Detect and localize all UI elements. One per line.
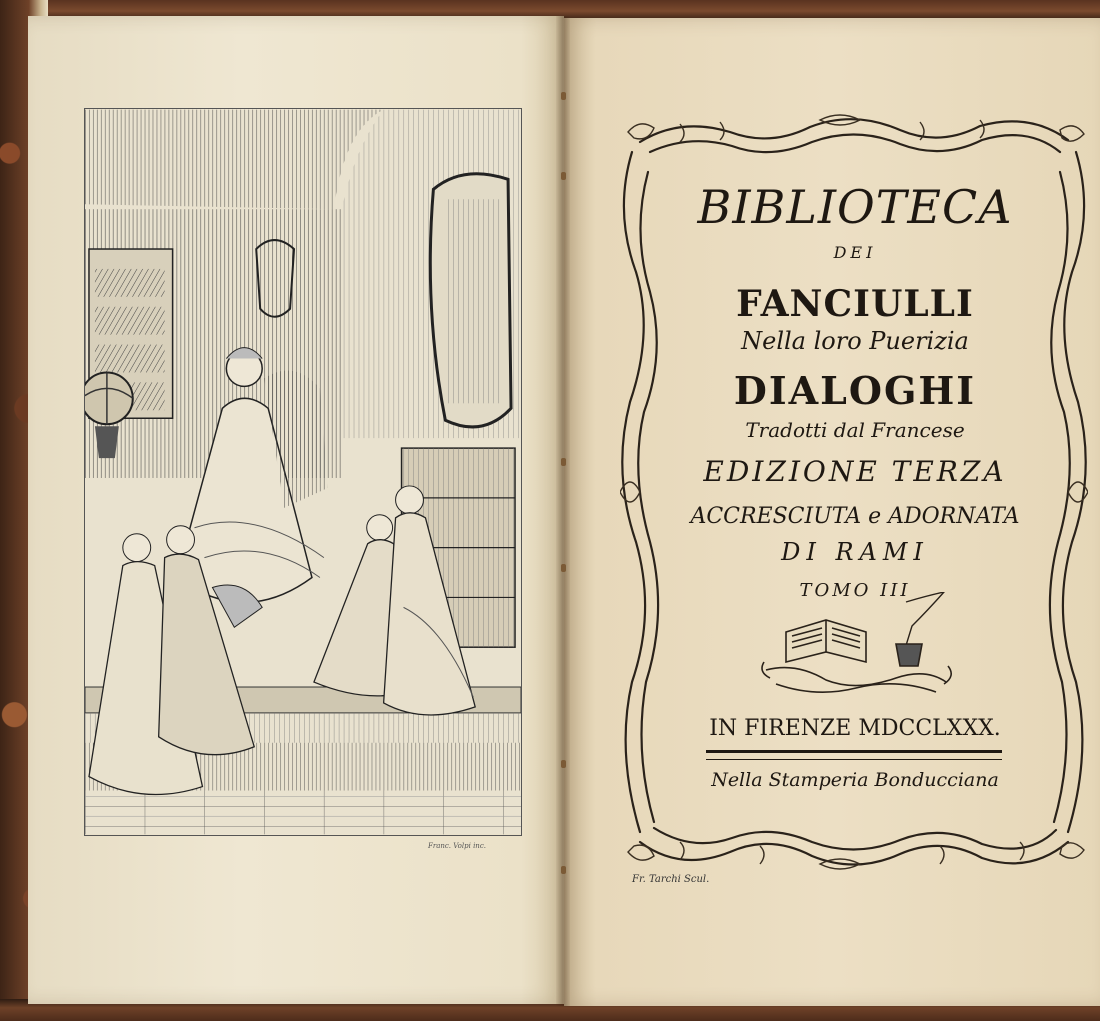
engraver-credit-left: Franc. Volpi inc.	[428, 842, 486, 850]
title-dei: DEI	[833, 243, 877, 262]
binding-stitch	[561, 172, 566, 180]
subtitle-tradotti: Tradotti dal Francese	[745, 418, 965, 442]
title-dialoghi: DIALOGHI	[733, 368, 977, 413]
imprint-rule	[706, 750, 1002, 760]
binding-stitch	[561, 760, 566, 768]
subtitle-puerizia: Nella loro Puerizia	[741, 327, 969, 355]
printer-name: Nella Stamperia Bonducciana	[711, 769, 999, 791]
edition-rami: DI RAMI	[781, 538, 929, 566]
edition-detail: ACCRESCIUTA e ADORNATA	[690, 504, 1020, 529]
binding-stitch	[561, 564, 566, 572]
engraver-credit-right: Fr. Tarchi Scul.	[632, 874, 710, 885]
book-gutter	[556, 16, 570, 1006]
frontispiece-engraving	[84, 108, 522, 836]
volume-number: TOMO III	[799, 580, 911, 601]
title-biblioteca: BIBLIOTECA	[697, 180, 1013, 234]
edition-line: EDIZIONE TERZA	[703, 455, 1007, 488]
binding-stitch	[561, 866, 566, 874]
imprint-place-date: IN FIRENZE MDCCLXXX.	[709, 716, 1001, 741]
title-fanciulli: FANCIULLI	[736, 283, 974, 325]
binding-stitch	[561, 92, 566, 100]
book-quill-vignette	[756, 592, 956, 702]
binding-stitch	[561, 458, 566, 466]
